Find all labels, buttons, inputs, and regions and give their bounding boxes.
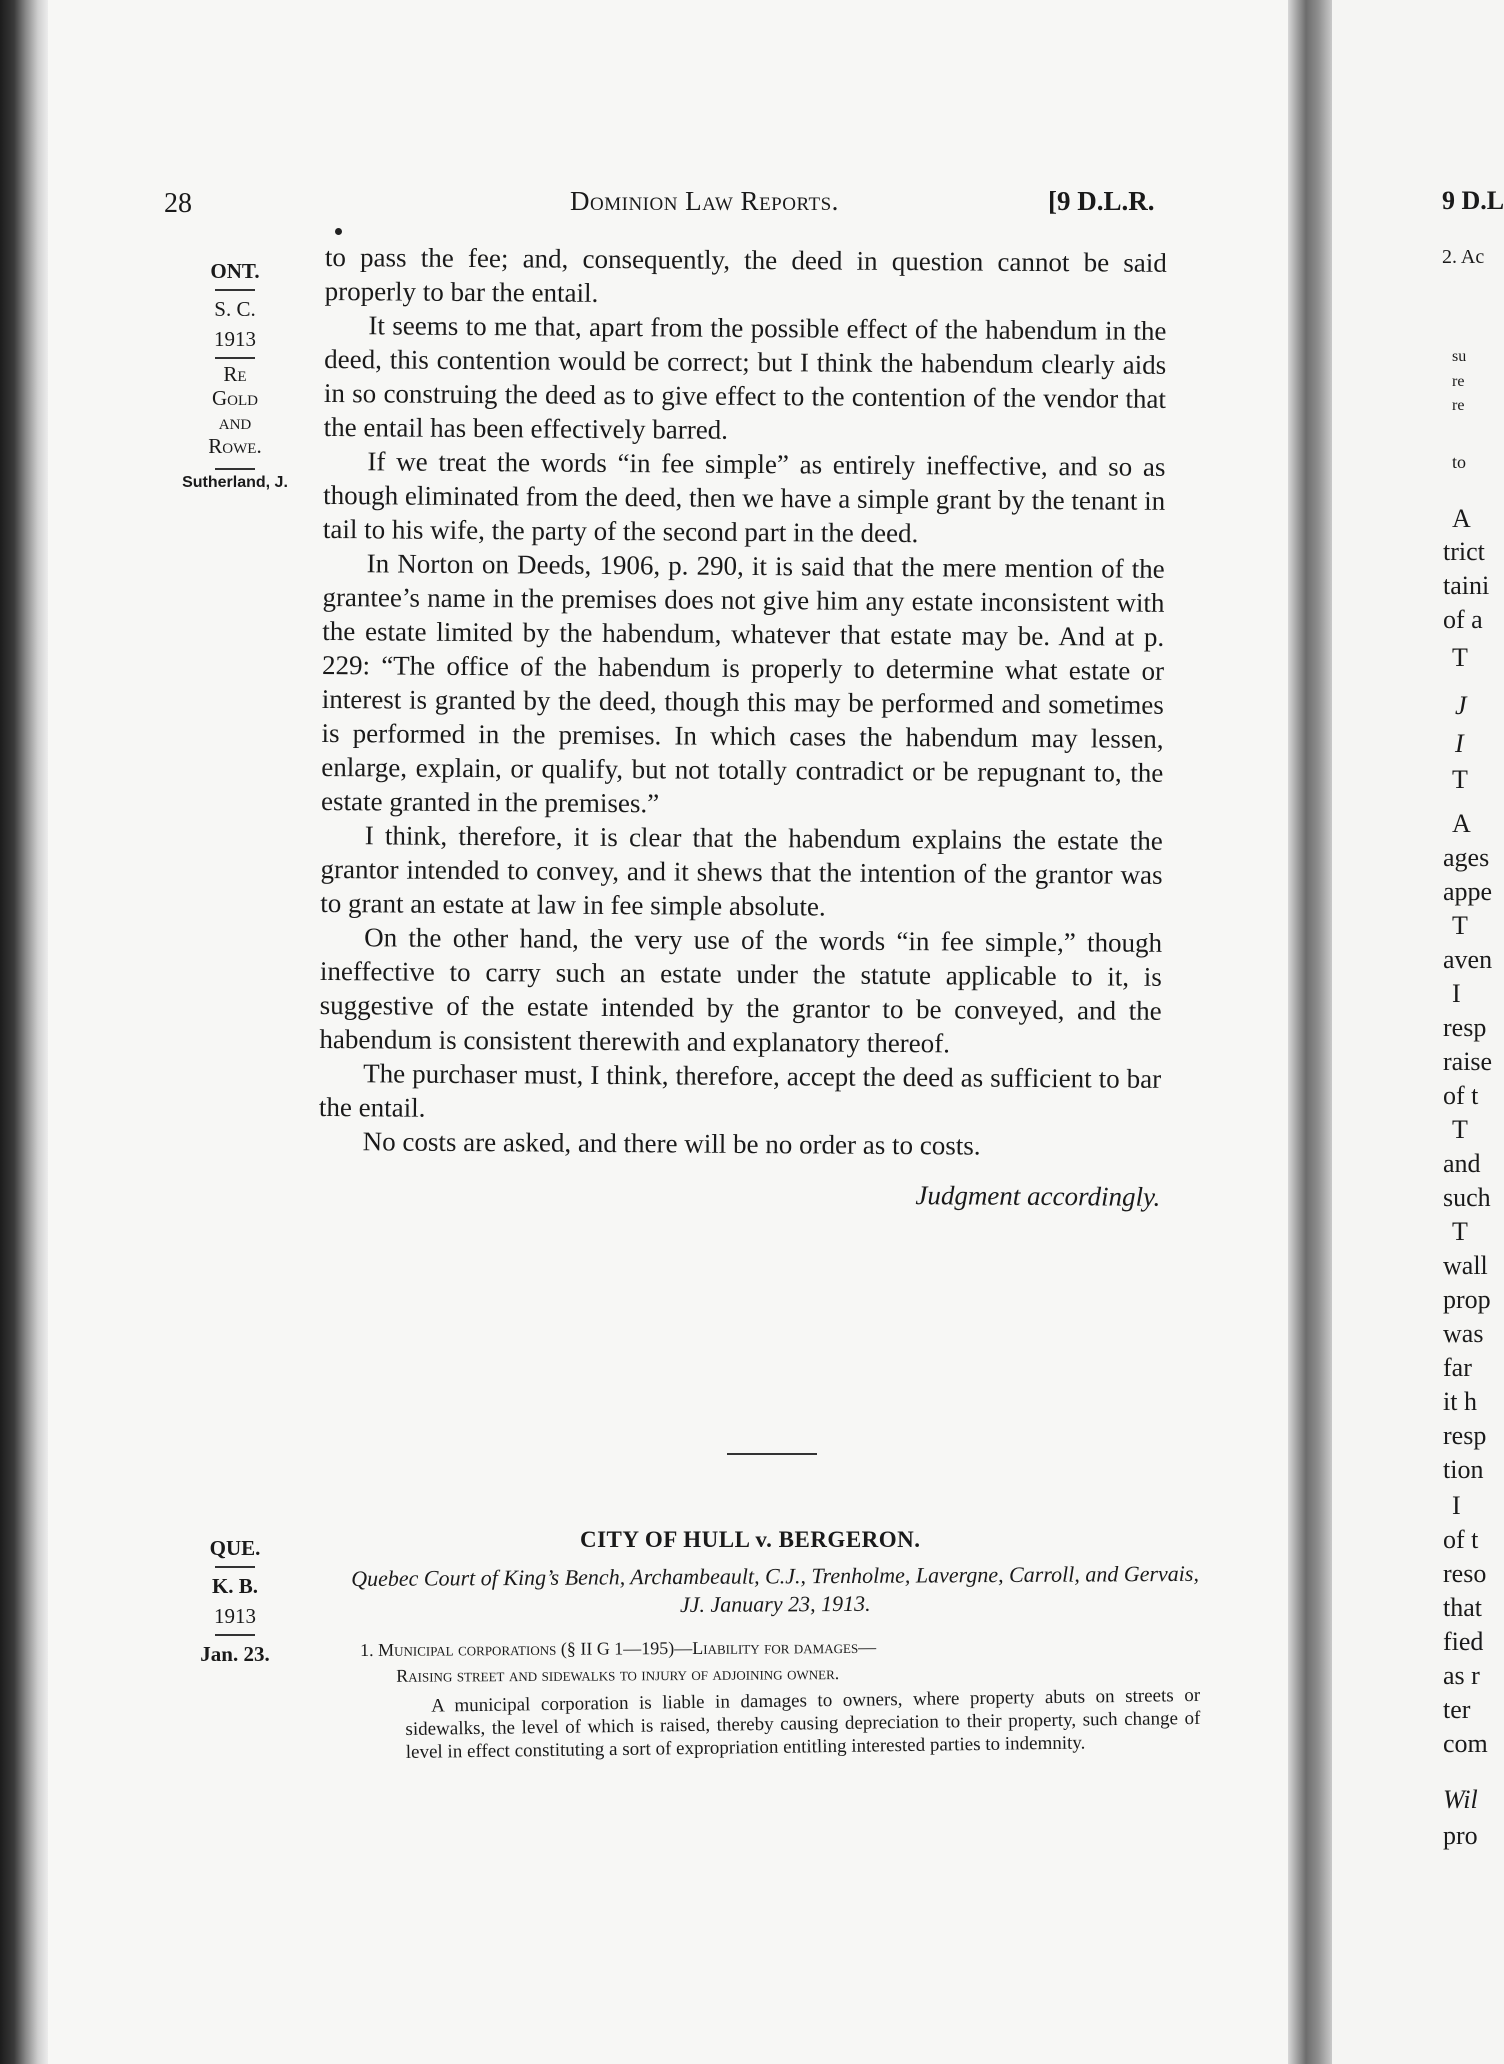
page-number: 28 <box>164 188 192 219</box>
facing-page-fragment: taini <box>1443 571 1490 600</box>
paragraph: The purchaser must, I think, therefore, accept the deed as sufficient to bar the entail. <box>318 1058 1162 1123</box>
facing-page-fragment: trict <box>1443 537 1485 566</box>
ink-dot <box>335 228 342 235</box>
judgment-line: Judgment accordingly. <box>915 1180 1161 1212</box>
facing-page-fragment: 2. Ac <box>1442 246 1485 268</box>
facing-page-fragment: of t <box>1443 1525 1479 1554</box>
paragraph: In Norton on Deeds, 1906, p. 290, it is said that the mere mention of the grantee’s name in the premises does not give him any estate inconsistent with the estate limited by the habendum, whatever that estate may be. And at p. 229: “The office of the habendum is properly to determine what estate or interest is granted by the deed, though this may be performed and sometimes is performed in the premises. In which cases the habendum may lessen, enlarge, explain, or qualify, but not totally contradict or be repugnant to, the estate granted in the premises.” <box>320 548 1165 819</box>
margin-court: K. B. <box>211 1574 259 1598</box>
facing-page-fragment: tion <box>1443 1455 1484 1484</box>
facing-page-fragment: resp <box>1443 1421 1487 1450</box>
facing-page-fragment: of a <box>1443 605 1483 634</box>
facing-page-fragment: that <box>1443 1593 1482 1622</box>
facing-page-fragment: appe <box>1443 877 1493 906</box>
margin-date: Jan. 23. <box>200 1642 270 1666</box>
margin-province: ONT. <box>210 259 260 283</box>
facing-page-fragment: as r <box>1443 1661 1480 1690</box>
facing-page-fragment: Wil <box>1443 1785 1478 1814</box>
facing-page-fragment: far <box>1443 1353 1472 1382</box>
facing-page-fragment: re <box>1452 373 1465 390</box>
facing-page-fragment: reso <box>1443 1559 1487 1588</box>
facing-page-fragment: T <box>1452 765 1468 794</box>
facing-page-fragment: fied <box>1443 1627 1484 1656</box>
headnote-text: A municipal corporation is liable in damages to owners, where property abuts on streets or sidewalks, the level of which is raised, thereby causing depreciation to their property, such change of level in effect constituting a sort of expropriation entitling interested parties to indemnity. <box>405 1684 1201 1763</box>
paragraph: No costs are asked, and there will be no order as to costs. <box>362 1126 981 1161</box>
facing-page-fragment: T <box>1452 643 1468 672</box>
margin-case-name-1: Re <box>223 362 247 386</box>
paragraph: to pass the fee; and, consequently, the deed in question cannot be said properly to bar the entail. <box>324 241 1167 308</box>
paragraph: It seems to me that, apart from the possible effect of the habendum in the deed, this contention would be correct; but I think the habendum clearly aids in so construing the deed as to give effect to the contention of the vendor that the entail has been effectively barred. <box>323 310 1167 445</box>
margin-rule <box>215 289 255 291</box>
margin-judge: Sutherland, J. <box>182 474 288 491</box>
margin-note-case2 <box>160 1533 310 1669</box>
paragraph: On the other hand, the very use of the words “in fee simple,” though ineffective to carry such an estate under the statute applicable to it, is suggestive of the estate intended by the grantor to be conveyed, and the habendum is consistent therewith and explanatory thereof. <box>319 922 1163 1059</box>
margin-note-case1 <box>160 256 310 493</box>
facing-page-fragment: pro <box>1443 1821 1478 1850</box>
margin-rule <box>215 357 255 359</box>
facing-page-fragment: re <box>1452 397 1465 414</box>
facing-page-fragment: resp <box>1443 1013 1487 1042</box>
facing-page-fragment: 9 D.L <box>1442 186 1504 215</box>
margin-case-name-3: and <box>218 410 252 434</box>
facing-page-fragment: T <box>1452 1115 1468 1144</box>
case-title: CITY OF HULL v. BERGERON. <box>580 1527 921 1552</box>
margin-year: 1913 <box>214 1604 256 1628</box>
paragraph: I think, therefore, it is clear that the habendum explains the estate the grantor intended to convey, and it shews that the intention of the grantor was to grant an estate at law in fee simple absolute. <box>320 820 1163 922</box>
margin-year: 1913 <box>214 327 256 351</box>
facing-page-fragment: raise <box>1443 1047 1493 1076</box>
facing-page-fragment: was <box>1443 1319 1484 1348</box>
facing-page-fragment: I <box>1455 729 1464 758</box>
headnote-heading-line2: Raising street and sidewalks to injury of adjoining owner. <box>396 1663 840 1686</box>
court-line: Quebec Court of King’s Bench, Archambeault, C.J., Trenholme, Lavergne, Carroll, and Gervais, JJ. January 23, 1913. <box>351 1560 1200 1617</box>
facing-page-fragment: to <box>1452 452 1467 472</box>
facing-page-fragment: ter <box>1443 1695 1471 1724</box>
facing-page-fragment: wall <box>1443 1251 1488 1280</box>
facing-page-fragment: J <box>1455 691 1467 720</box>
margin-rule <box>215 468 255 470</box>
facing-page-fragment: it h <box>1443 1387 1477 1416</box>
facing-page-fragment: such <box>1443 1183 1491 1212</box>
facing-page-fragment: A <box>1452 504 1471 533</box>
facing-page-fragment: su <box>1452 348 1467 365</box>
facing-page-fragment: and <box>1443 1149 1481 1178</box>
margin-rule <box>215 1566 255 1568</box>
facing-page-fragment: of t <box>1443 1081 1479 1110</box>
margin-court: S. C. <box>214 297 256 321</box>
headnote-heading-line1: 1. Municipal corporations (§ II G 1—195)—Liability for damages— <box>360 1636 877 1660</box>
headnote-heading <box>360 1632 1190 1689</box>
facing-page-fragment: T <box>1452 911 1468 940</box>
facing-page-fragment: aven <box>1443 945 1493 974</box>
book-binding-edge <box>0 0 48 2064</box>
margin-case-name-2: Gold <box>212 386 258 410</box>
section-divider <box>727 1453 817 1455</box>
margin-case-name-4: Rowe. <box>208 434 262 458</box>
paragraph: If we treat the words “in fee simple” as entirely ineffective, and so as though eliminated from the deed, then we have a simple grant by the tenant in tail to his wife, the party of the second part in the deed. <box>322 446 1166 549</box>
facing-page-fragment: T <box>1452 1217 1468 1246</box>
facing-page-fragment: ages <box>1443 843 1490 872</box>
margin-province: QUE. <box>209 1536 261 1560</box>
running-title: Dominion Law Reports. <box>570 186 839 216</box>
book-gutter <box>1288 0 1332 2064</box>
judgment-body <box>318 240 1167 1214</box>
facing-page-fragment: com <box>1443 1729 1488 1758</box>
volume-reference: [9 D.L.R. <box>1048 186 1155 216</box>
facing-page-fragment: I <box>1452 979 1461 1008</box>
margin-rule <box>215 1634 255 1636</box>
facing-page-fragment: prop <box>1443 1285 1491 1314</box>
facing-page-fragment: I <box>1452 1491 1461 1520</box>
facing-page-fragment: A <box>1452 809 1471 838</box>
